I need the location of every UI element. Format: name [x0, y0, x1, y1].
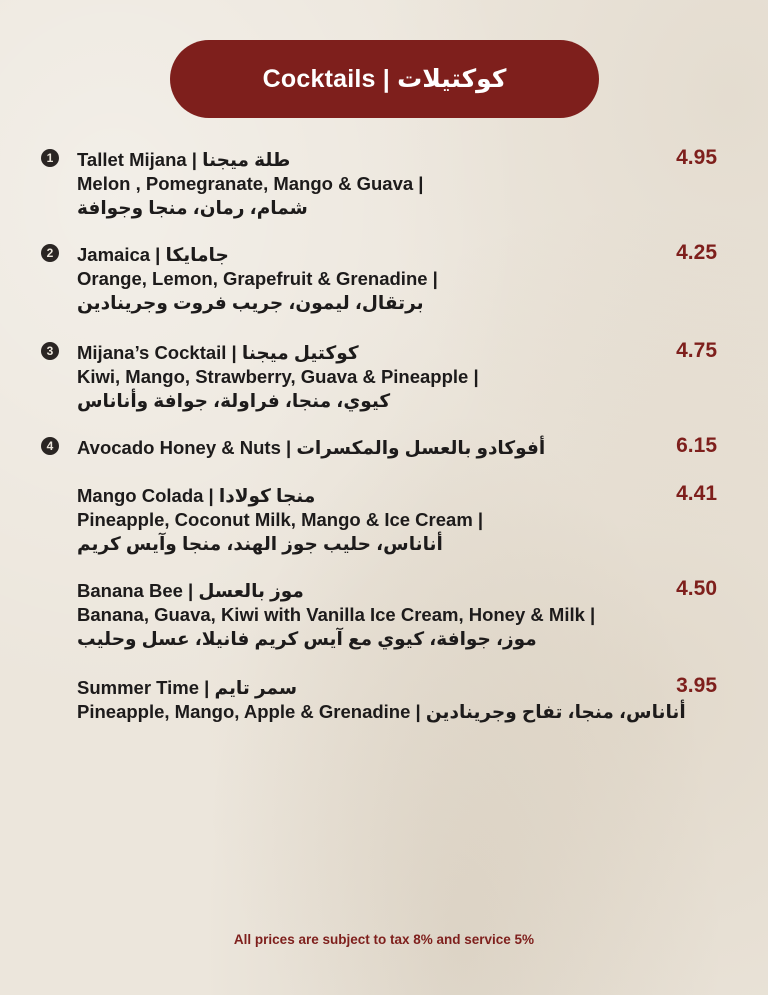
item-number-badge: 1: [41, 149, 59, 167]
item-description-en: Orange, Lemon, Grapefruit & Grenadine |: [77, 268, 438, 289]
section-title-banner: [170, 40, 599, 118]
tax-service-note: All prices are subject to tax 8% and service 5%: [233, 932, 535, 947]
item-number-badge: 4: [41, 437, 59, 455]
section-title: Cocktails | كوكتيلات: [262, 65, 507, 93]
item-name: Avocado Honey & Nuts | أفوكادو بالعسل والمكسرات: [77, 437, 546, 458]
item-price: 4.75: [676, 339, 717, 362]
item-description-en: Melon , Pomegranate, Mango & Guava |: [77, 173, 424, 194]
item-name: Banana Bee | موز بالعسل: [77, 580, 304, 601]
item-name: Jamaica | جامايكا: [77, 244, 229, 265]
item-name: Summer Time | سمر تايم: [77, 677, 298, 698]
item-description-en: Pineapple, Coconut Milk, Mango & Ice Cream |: [77, 509, 484, 530]
item-price: 3.95: [676, 674, 717, 697]
item-description-ar: كيوي، منجا، فراولة، جوافة وأناناس: [77, 390, 391, 411]
item-price: 6.15: [676, 434, 717, 457]
menu-item: [46, 146, 727, 220]
menu-item: [77, 484, 727, 556]
menu-item: [46, 241, 727, 315]
item-number-badge: 2: [41, 244, 59, 262]
item-number-badge: 3: [41, 342, 59, 360]
item-description-ar: موز، جوافة، كيوي مع آيس كريم فانيلا، عسل وحليب: [77, 628, 537, 649]
menu-item: [77, 579, 727, 651]
item-description-ar: أناناس، حليب جوز الهند، منجا وآيس كريم: [77, 533, 443, 554]
item-price: 4.25: [676, 241, 717, 264]
item-name: Mango Colada | منجا كولادا: [77, 485, 316, 506]
menu-item: [46, 434, 727, 460]
item-description-ar: برتقال، ليمون، جريب فروت وجرينادين: [77, 292, 424, 313]
menu-item: [77, 676, 727, 724]
menu-item: [46, 339, 727, 413]
item-description-en: Kiwi, Mango, Strawberry, Guava & Pineapple |: [77, 366, 479, 387]
item-price: 4.50: [676, 577, 717, 600]
item-price: 4.95: [676, 146, 717, 169]
item-description-en: Pineapple, Mango, Apple & Grenadine | أناناس، منجا، تفاح وجرينادين: [77, 701, 686, 722]
item-description-en: Banana, Guava, Kiwi with Vanilla Ice Cream, Honey & Milk |: [77, 604, 596, 625]
item-description-ar: شمام، رمان، منجا وجوافة: [77, 197, 308, 218]
item-name: Mijana’s Cocktail | كوكتيل ميجنا: [77, 342, 359, 363]
item-name: Tallet Mijana | طلة ميجنا: [77, 149, 291, 170]
item-price: 4.41: [676, 482, 717, 505]
